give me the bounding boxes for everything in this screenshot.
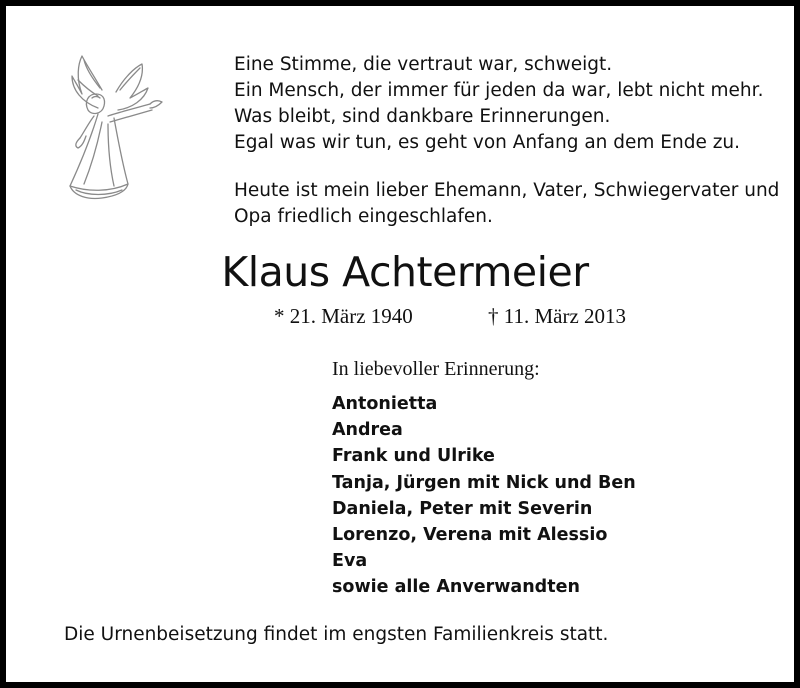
verse-line: Eine Stimme, die vertraut war, schweigt.	[234, 54, 613, 75]
angel-icon	[58, 50, 170, 206]
mourners-heading: In liebevoller Erinnerung:	[332, 358, 540, 380]
announcement-text	[234, 178, 779, 230]
mourner-name: Daniela, Peter mit Severin	[332, 498, 593, 519]
mourner-name: Frank und Ulrike	[332, 446, 495, 467]
verse-line: Ein Mensch, der immer für jeden da war, lebt nicht mehr.	[234, 80, 764, 101]
death-date: † 11. März 2013	[488, 304, 627, 328]
mourner-name: Andrea	[332, 420, 403, 441]
deceased-name: Klaus Achtermeier	[221, 248, 589, 296]
birth-date: * 21. März 1940	[274, 304, 413, 328]
burial-note: Die Urnenbeisetzung findet im engsten Familienkreis statt.	[64, 624, 609, 645]
mourner-name: Tanja, Jürgen mit Nick und Ben	[332, 472, 636, 493]
announcement-line: Heute ist mein lieber Ehemann, Vater, Schwiegervater und	[234, 180, 780, 201]
announcement-line: Opa friedlich eingeschlafen.	[234, 206, 493, 227]
verse-line: Egal was wir tun, es geht von Anfang an dem Ende zu.	[234, 132, 741, 153]
mourner-name: Lorenzo, Verena mit Alessio	[332, 525, 608, 546]
mourner-name: Antonietta	[332, 394, 438, 414]
verse-line: Was bleibt, sind dankbare Erinnerungen.	[234, 106, 611, 127]
mourners-list	[332, 391, 636, 601]
mourner-name: sowie alle Anverwandten	[332, 577, 580, 598]
verse	[234, 52, 763, 156]
mourner-name: Eva	[332, 551, 368, 572]
